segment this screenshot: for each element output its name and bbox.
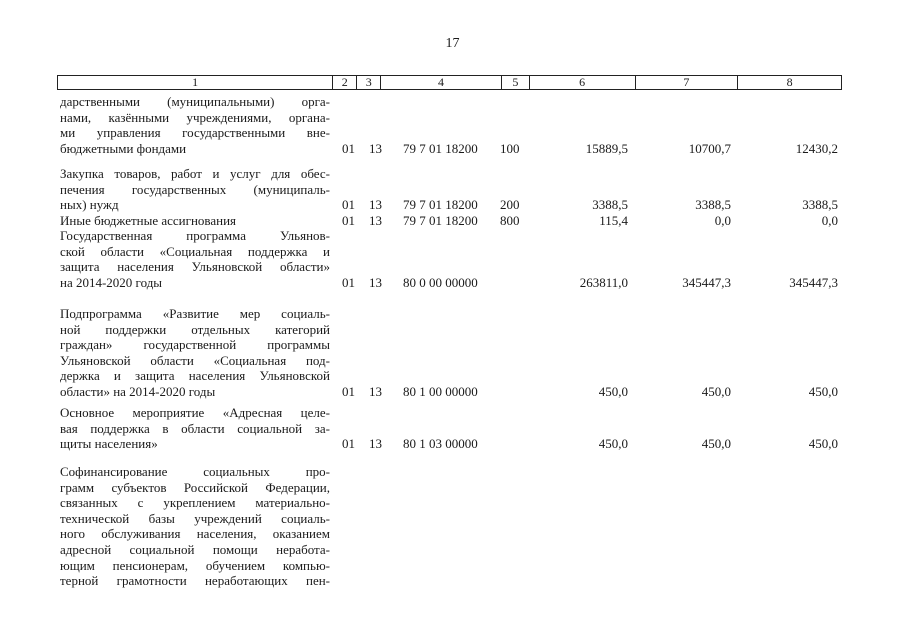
description-line: грамм субъектов Российской Федерации,	[60, 479, 330, 495]
row-subsection-code: 13	[369, 197, 382, 213]
row-description	[60, 405, 330, 452]
row-value-col-8: 3388,5	[802, 197, 838, 213]
description-line: адресной социальной помощи неработа-	[60, 541, 330, 557]
row-section-code: 01	[342, 384, 355, 399]
row-subsection-code: 13	[369, 213, 382, 228]
row-value-col-8: 450,0	[808, 436, 838, 452]
row-value-col-8: 0,0	[821, 213, 838, 228]
description-line: Государственная программа Ульянов-	[60, 228, 330, 243]
row-subsection-code: 13	[369, 436, 382, 452]
description-line: связанных с укреплением материально-	[60, 495, 330, 511]
page-number: 17	[445, 36, 460, 51]
row-section-code: 01	[342, 197, 355, 213]
description-line: граждан» государственной программы	[60, 337, 330, 353]
row-description	[60, 213, 330, 229]
description-line: ской области «Социальная поддержка и	[60, 243, 330, 259]
row-subsection-code: 13	[369, 140, 382, 156]
row-description	[60, 94, 330, 156]
description-line: ми управления государственными вне-	[60, 125, 330, 141]
header-col-2: 2	[333, 76, 357, 89]
description-line: ной поддержки отдельных категорий	[60, 321, 330, 337]
description-line: на 2014-2020 годы	[60, 274, 163, 290]
row-value-col-6: 263811,0	[579, 274, 628, 290]
row-target-article-code: 79 7 01 18200	[403, 197, 478, 213]
row-target-article-code: 80 0 00 00000	[403, 274, 478, 290]
header-col-7: 7	[636, 76, 739, 89]
row-subsection-code: 13	[369, 384, 382, 399]
header-col-1: 1	[58, 76, 333, 89]
row-description	[60, 228, 330, 290]
table-header-row	[57, 75, 842, 90]
row-section-code: 01	[342, 274, 355, 290]
description-line: защита населения Ульяновской области»	[60, 259, 330, 275]
row-value-col-6: 115,4	[599, 213, 628, 228]
description-line: печения государственных (муниципаль-	[60, 181, 330, 197]
description-line: нами, казёнными учреждениями, органа-	[60, 109, 330, 125]
row-target-article-code: 79 7 01 18200	[403, 140, 478, 156]
row-expense-type-code: 100	[500, 140, 520, 156]
description-line: ющим пенсионерам, обучением компью-	[60, 557, 330, 573]
row-description	[60, 166, 330, 213]
header-col-4: 4	[381, 76, 502, 89]
row-value-col-7: 450,0	[701, 436, 731, 452]
header-col-6: 6	[530, 76, 636, 89]
row-value-col-6: 15889,5	[585, 140, 628, 156]
row-target-article-code: 80 1 00 00000	[403, 384, 478, 399]
row-target-article-code: 79 7 01 18200	[403, 213, 478, 228]
description-line: области» на 2014-2020 годы	[60, 383, 216, 399]
row-description	[60, 306, 330, 400]
row-expense-type-code: 200	[500, 197, 520, 213]
description-line: технической базы учреждений социаль-	[60, 510, 330, 526]
header-col-8: 8	[786, 75, 793, 89]
row-value-col-8: 345447,3	[789, 274, 838, 290]
description-line: держка и защита населения Ульяновской	[60, 368, 330, 384]
row-subsection-code: 13	[369, 274, 382, 290]
row-section-code: 01	[342, 436, 355, 452]
description-line: Ульяновской области «Социальная под-	[60, 352, 330, 368]
description-line: Основное мероприятие «Адресная целе-	[60, 405, 330, 420]
description-line: Софинансирование социальных про-	[60, 464, 330, 479]
description-line: щиты населения»	[60, 436, 158, 452]
description-line: дарственными (муниципальными) орга-	[60, 94, 330, 109]
row-value-col-8: 12430,2	[795, 140, 838, 156]
row-value-col-7: 0,0	[714, 213, 731, 228]
header-col-3: 3	[357, 76, 381, 89]
description-line: бюджетными фондами	[60, 140, 187, 156]
row-value-col-7: 345447,3	[682, 274, 731, 290]
row-expense-type-code: 800	[500, 213, 520, 228]
row-description	[60, 464, 330, 589]
row-value-col-6: 450,0	[598, 436, 628, 452]
description-line: ных) нужд	[60, 197, 119, 213]
row-value-col-6: 3388,5	[592, 197, 628, 213]
row-section-code: 01	[342, 140, 355, 156]
row-value-col-6: 450,0	[598, 384, 628, 399]
description-line: терной грамотности неработающих пен-	[60, 573, 330, 589]
header-col-5: 5	[502, 76, 530, 89]
description-line: Подпрограмма «Развитие мер социаль-	[60, 306, 330, 321]
row-target-article-code: 80 1 03 00000	[403, 436, 478, 452]
row-value-col-7: 3388,5	[695, 197, 731, 213]
row-section-code: 01	[342, 213, 355, 228]
description-line: вая поддержка в области социальной за-	[60, 420, 330, 436]
row-value-col-8: 450,0	[808, 384, 838, 399]
row-value-col-7: 10700,7	[688, 140, 731, 156]
row-value-col-7: 450,0	[701, 384, 731, 399]
description-line: Закупка товаров, работ и услуг для обес-	[60, 166, 330, 181]
description-line: Иные бюджетные ассигнования	[60, 213, 237, 228]
description-line: ного обслуживания населения, оказанием	[60, 526, 330, 542]
